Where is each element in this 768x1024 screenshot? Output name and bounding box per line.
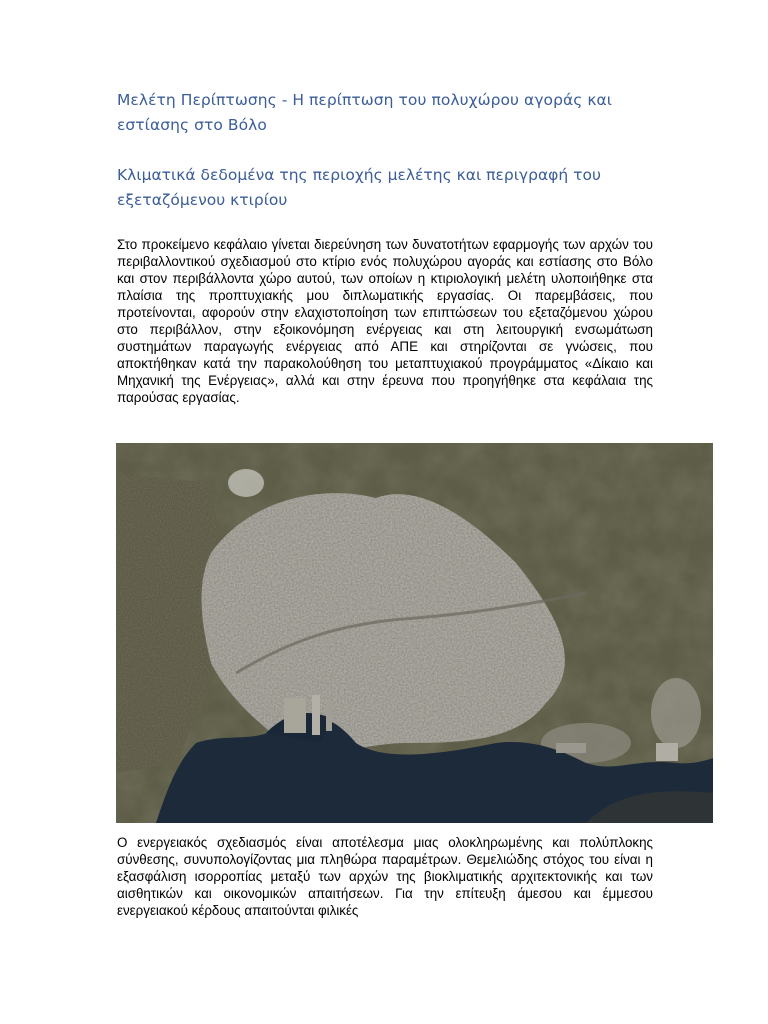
satellite-image-volos: [116, 443, 713, 823]
body-paragraph-intro: Στο προκείμενο κεφάλαιο γίνεται διερεύνηση των δυνατοτήτων εφαρμογής των αρχών του περιβαλλοντικού σχεδιασμού στο κτίριο ενός πολυχώρου αγοράς και εστίασης στο Βόλο και στον περιβάλλοντα χώρο αυτού, των οποίων η κτιριολογική μελέτη υλοποιήθηκε στα πλαίσια της προπτυχιακής μου διπλωματικής εργασίας. Οι παρεμβάσεις, που προτείνονται, αφορούν στην ελαχιστοποίηση των επιπτώσεων του εξεταζόμενου χώρου στο περιβάλλον, στην εξοικονόμηση ενέργειας και στη λειτουργική ενσωμάτωση συστημάτων παραγωγής ενέργειας από ΑΠΕ και στηρίζονται σε γνώσεις, που αποκτήθηκαν κατά την παρακολούθηση του μεταπτυχιακού προγράμματος «Δίκαιο και Μηχανική της Ενέργειας», αλλά και στην έρευνα που προηγήθηκε στα κεφάλαια της παρούσας εργασίας.: [117, 237, 653, 405]
satellite-image-graphic: [116, 443, 713, 823]
body-paragraph-energy-design: Ο ενεργειακός σχεδιασμός είναι αποτέλεσμα μιας ολοκληρωμένης και πολύπλοκης σύνθεσης, συνυπολογίζοντας μια πληθώρα παραμέτρων. Θεμελιώδης στόχος του είναι η εξασφάλιση ισορροπίας μεταξύ των αρχών της βιοκλιματικής αρχιτεκτονικής και των αισθητικών και οικονομικών απαιτήσεων. Για την επίτευξη άμεσου και έμμεσου ενεργειακού κέρδους απαιτούνται φιλικές: [117, 835, 653, 918]
subsection-heading: Κλιματικά δεδομένα της περιοχής μελέτης και περιγραφή του εξεταζόμενου κτιρίου: [117, 166, 601, 209]
section-heading: Μελέτη Περίπτωσης - Η περίπτωση του πολυχώρου αγοράς και εστίασης στο Βόλο: [117, 91, 613, 134]
